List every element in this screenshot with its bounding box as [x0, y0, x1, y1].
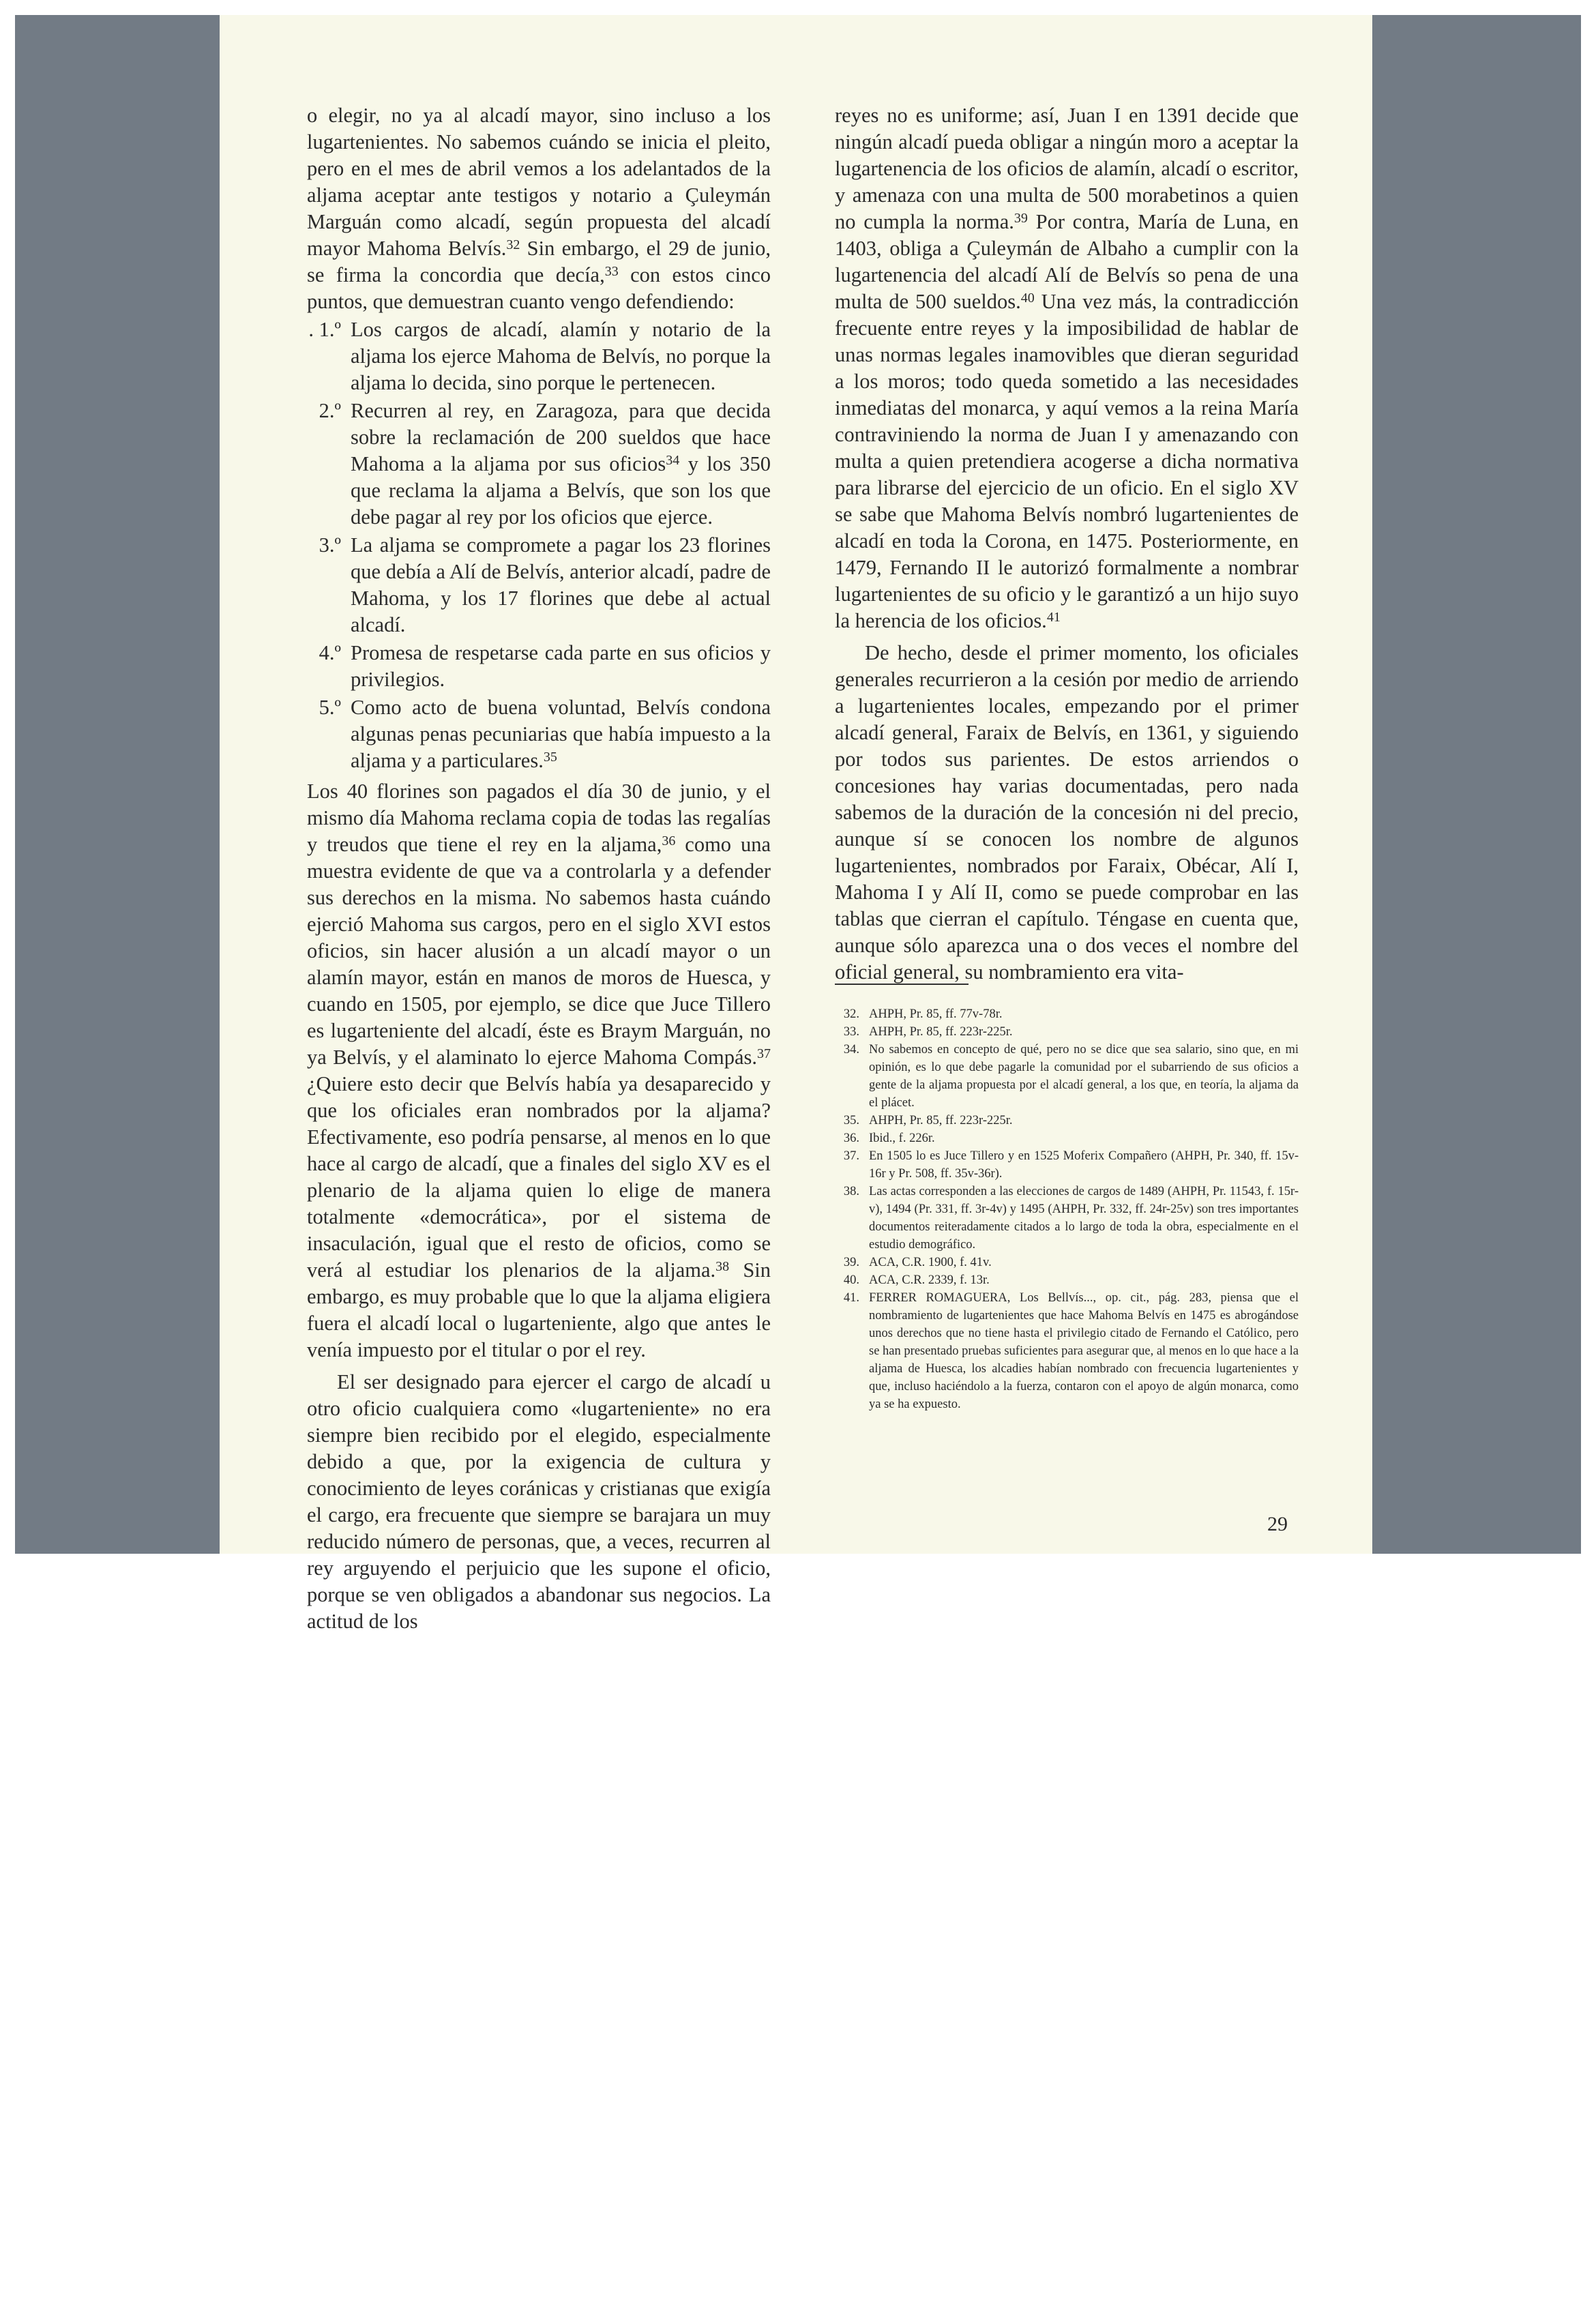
left-text-column [307, 102, 771, 1635]
footnote-text: En 1505 lo es Juce Tillero y en 1525 Moferix Compañero (AHPH, Pr. 340, ff. 15v-16r y Pr. 508, ff. 35v-36r). [869, 1149, 1299, 1181]
footnote-ref: 35 [543, 750, 557, 765]
list-item [307, 694, 771, 774]
list-item [307, 532, 771, 638]
footnote-number: 37. [843, 1149, 859, 1163]
footnote-ref: 37 [757, 1046, 771, 1061]
footnote-ref: 38 [715, 1259, 730, 1274]
right-text-column [835, 102, 1299, 986]
footnote [835, 1254, 1299, 1271]
paragraph: Los 40 florines son pagados el día 30 de junio, y el mismo día Mahoma reclama copia de todas las regalías y treudos que tiene el rey en la aljama,$^{36}$ como una muestra evidente de que va a controlarla y a defender sus derechos en la misma. No sabemos hasta cuándo ejerció Mahoma sus cargos, pero en el siglo XVI estos oficios, sin hacer alusión a un alcadí mayor o un alamín mayor, están en manos de moros de Huesca, y cuando en 1505, por ejemplo, se dice que Juce Tillero es lugarteniente del alcadí, éste es Braym Marguán, no ya Belvís, y el alaminato lo ejerce Mahoma Compás.$^{37}$ ¿Quiere esto decir que Belvís había ya desaparecido y que los oficiales eran nombrados por la aljama? Efectivamente, eso podría pensarse, al menos en lo que hace al cargo de alcadí, que a finales del siglo XV es el plenario de la aljama quien lo elige de manera totalmente «democrática», por el sistema de insaculación, igual que el resto de oficios, como se verá al estudiar los plenarios de la aljama.$^{38}$ Sin embargo, es muy probable que lo que la aljama eligiera fuera el alcadí local o lugarteniente, algo que antes le venía impuesto por el titular o por el rey. [307, 780, 771, 1361]
paragraph: reyes no es uniforme; así, Juan I en 1391 decide que ningún alcadí pueda obligar a ningún moro a aceptar la lugartenencia de los oficios de alamín, alcadí o escritor, y amenaza con una multa de 500 morabetinos a quien no cumpla la norma.$^{39}$ Por contra, María de Luna, en 1403, obliga a Çuleymán de Albaho a cumplir con la lugartenencia del alcadí Alí de Belvís so pena de una multa de 500 sueldos.$^{40}$ Una vez más, la contradicción frecuente entre reyes y la imposibilidad de hablar de unas normas legales inamovibles que dieran seguridad a los moros; todo queda sometido a las necesidades inmediatas del monarca, y aquí vemos a la reina María contraviniendo la norma de Juan I y amenazando con multa a quien pretendiera acogerse a dicha normativa para librarse del ejercicio de un oficio. En el siglo XV se sabe que Mahoma Belvís nombró lugartenientes de alcadí en toda la Corona, en 1475. Posteriormente, en 1479, Fernando II le autorizó formalmente a nombrar lugartenientes de su oficio y le garantizó a un hijo suyo la herencia de los oficios.$^{41}$ [835, 104, 1299, 632]
footnote-text: FERRER ROMAGUERA, Los Bellvís..., op. cit., pág. 283, piensa que el nombramiento de lugartenientes que hace Mahoma Belvís en 1475 es abrogándose unos derechos que no tiene hasta el privilegio citado de Fernando el Católico, pero se han presentado pruebas suficientes para asegurar que, al menos en lo que hace a la aljama de Huesca, los alcadies habían nombrado con frecuencia lugartenientes y que, incluso haciéndolo a la fuerza, contaron con el apoyo de algún monarca, como ya se ha expuesto. [869, 1291, 1299, 1411]
footnote-divider [835, 984, 969, 985]
footnote-ref: 39 [1014, 211, 1028, 226]
footnote [835, 1129, 1299, 1147]
footnote-number: 36. [843, 1132, 859, 1145]
page-number: 29 [1267, 1513, 1288, 1535]
footnote-ref: 41 [1046, 610, 1061, 625]
list-text: Recurren al rey, en Zaragoza, para que decida sobre la reclamación de 200 sueldos que hace Mahoma a la aljama por sus oficios$^{34}$ y los 350 que reclama la aljama a Belvís, que son los que debe pagar al rey por los oficios que ejerce. [351, 399, 771, 529]
list-text: Los cargos de alcadí, alamín y notario de la aljama los ejerce Mahoma de Belvís, no porque la aljama lo decida, sino porque le pertenecen. [351, 318, 771, 394]
list-text: Como acto de buena voluntad, Belvís condona algunas penas pecuniarias que había impuesto a la aljama y a particulares.$^{35}$ [351, 696, 771, 772]
footnote-text: AHPH, Pr. 85, ff. 223r-225r. [869, 1114, 1013, 1127]
paragraph: El ser designado para ejercer el cargo de alcadí u otro oficio cualquiera como «lugarteniente» no era siempre bien recibido por el elegido, especialmente debido a que, por la exigencia de cultura y conocimiento de leyes coránicas y cristianas que exigía el cargo, era frecuente que siempre se barajara un muy reducido número de personas, que, a veces, recurren al rey arguyendo el perjuicio que les supone el oficio, porque se ven obligados a abandonar sus negocios. La actitud de los [307, 1370, 771, 1633]
footnote [835, 1183, 1299, 1254]
list-number: . 1.º [308, 318, 341, 341]
list-number: 5.º [319, 696, 341, 719]
footnotes [835, 1005, 1299, 1413]
footnote-ref: 34 [666, 453, 680, 468]
footnote-text: Las actas corresponden a las elecciones de cargos de 1489 (AHPH, Pr. 11543, f. 15r-v), 1494 (Pr. 331, ff. 3r-4v) y 1495 (AHPH, Pr. 332, ff. 24r-25v) son tres importantes documentos reiteradamente citados a lo largo de toda la obra, especialmente en el estudio demográfico. [869, 1185, 1299, 1252]
list-item [307, 640, 771, 693]
footnote-number: 39. [843, 1256, 859, 1269]
footnote [835, 1023, 1299, 1041]
footnote-number: 41. [843, 1291, 859, 1305]
footnote-number: 32. [843, 1007, 859, 1021]
footnote-text: ACA, C.R. 1900, f. 41v. [869, 1256, 992, 1269]
footnote-ref: 36 [662, 833, 676, 848]
footnote-ref: 33 [604, 264, 619, 279]
paragraph: o elegir, no ya al alcadí mayor, sino incluso a los lugartenientes. No sabemos cuándo se inicia el pleito, pero en el mes de abril vemos a los adelantados de la aljama aceptar ante testigos y notario a Çuleymán Marguán como alcadí, según propuesta del alcadí mayor Mahoma Belvís.$^{32}$ Sin embargo, el 29 de junio, se firma la concordia que decía,$^{33}$ con estos cinco puntos, que demuestran cuanto vengo defendiendo: [307, 104, 771, 313]
footnote-text: Ibid., f. 226r. [869, 1132, 935, 1145]
list-text: La aljama se compromete a pagar los 23 florines que debía a Alí de Belvís, anterior alcadí, padre de Mahoma, y los 17 florines que debe al actual alcadí. [351, 533, 771, 636]
scanner-background [15, 15, 1581, 1633]
list-item [307, 398, 771, 531]
footnote-number: 34. [843, 1043, 859, 1057]
footnote-number: 35. [843, 1114, 859, 1127]
numbered-list [307, 316, 771, 774]
footnote-text: AHPH, Pr. 85, ff. 223r-225r. [869, 1025, 1013, 1039]
footnote-text: No sabemos en concepto de qué, pero no se dice que sea salario, sino que, en mi opinión, es lo que debe pagarle la comunidad por el subarriendo de sus oficios a gente de la aljama propuesta por el alcadí general, a los que, en teoría, la aljama da el plácet. [869, 1043, 1299, 1110]
list-number: 3.º [319, 533, 341, 557]
footnote-ref: 32 [506, 237, 520, 252]
footnote-text: AHPH, Pr. 85, ff. 77v-78r. [869, 1007, 1003, 1021]
footnote [835, 1289, 1299, 1413]
footnote-ref: 40 [1020, 291, 1035, 306]
list-item [307, 316, 771, 396]
list-number: 4.º [319, 641, 341, 664]
footnote [835, 1147, 1299, 1183]
book-page [220, 15, 1372, 1633]
footnote [835, 1005, 1299, 1023]
list-number: 2.º [319, 399, 341, 422]
footnote [835, 1112, 1299, 1129]
footnote-text: ACA, C.R. 2339, f. 13r. [869, 1273, 990, 1287]
footnote-number: 33. [843, 1025, 859, 1039]
footnote-number: 40. [843, 1273, 859, 1287]
list-text: Promesa de respetarse cada parte en sus oficios y privilegios. [351, 641, 771, 691]
footnote-number: 38. [843, 1185, 859, 1198]
footnote [835, 1271, 1299, 1289]
footnote [835, 1041, 1299, 1112]
paragraph: De hecho, desde el primer momento, los oficiales generales recurrieron a la cesión por medio de arriendo a lugartenientes locales, empezando por el primer alcadí general, Faraix de Belvís, en 1361, y siguiendo por todos sus parientes. De estos arriendos o concesiones hay varias documentadas, pero nada sabemos de la duración de la concesión ni del precio, aunque sí se conocen los nombre de algunos lugartenientes, nombrados por Faraix, Obécar, Alí I, Mahoma I y Alí II, como se puede comprobar en las tablas que cierran el capítulo. Téngase en cuenta que, aunque sólo aparezca una o dos veces el nombre del oficial general, su nombramiento era vita- [835, 641, 1299, 984]
